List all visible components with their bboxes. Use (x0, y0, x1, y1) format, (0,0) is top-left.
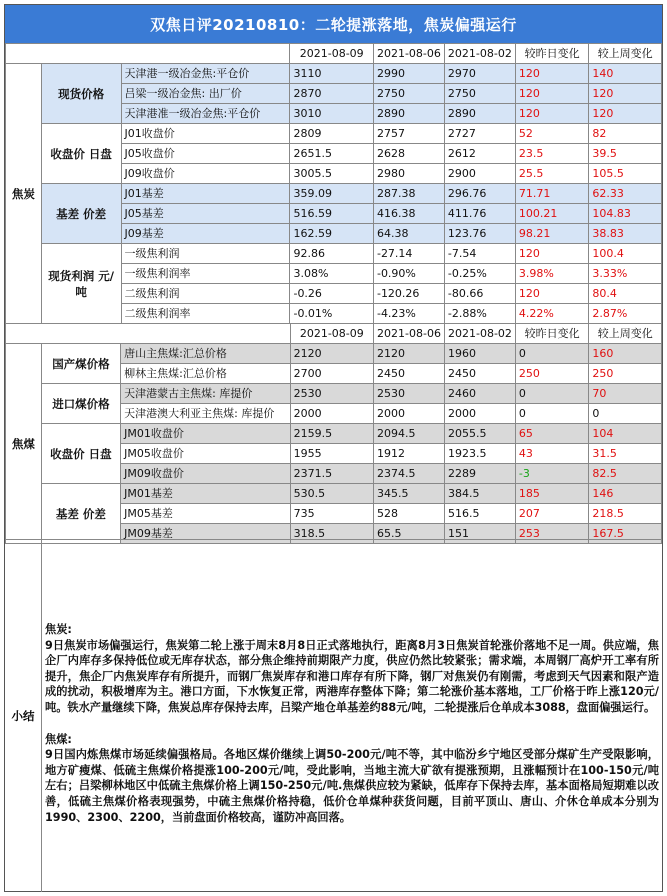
coal-summary-title: 焦煤: (45, 732, 72, 746)
header-change-day: 较昨日变化 (515, 324, 589, 344)
header-date-2: 2021-08-06 (374, 324, 445, 344)
coke-item-name: 一级焦利润率 (121, 264, 290, 284)
header-change-day: 较昨日变化 (515, 44, 589, 64)
coke-value-date-2: 2980 (373, 164, 444, 184)
coal-value-date-3: 2000 (444, 404, 515, 424)
coke-value-date-3: 2890 (444, 104, 515, 124)
coke-value-date-3: -80.66 (444, 284, 515, 304)
coke-change-day: 120 (515, 64, 589, 84)
coke-change-day: 3.98% (515, 264, 589, 284)
coke-value-date-1: 162.59 (290, 224, 374, 244)
coke-change-day: 4.22% (515, 304, 589, 324)
coal-group-label: 收盘价 日盘 (41, 424, 120, 484)
coal-group-label: 国产煤价格 (41, 344, 120, 384)
coal-value-date-1: 2700 (290, 364, 373, 384)
coke-change-week: 38.83 (589, 224, 662, 244)
coke-value-date-1: 3.08% (290, 264, 374, 284)
coal-value-date-3: 516.5 (444, 504, 515, 524)
coke-change-day: 52 (515, 124, 589, 144)
coal-value-date-3: 2055.5 (444, 424, 515, 444)
coke-value-date-2: 287.38 (373, 184, 444, 204)
coal-value-date-1: 2000 (290, 404, 373, 424)
coal-change-week: 250 (589, 364, 662, 384)
coke-change-day: 120 (515, 244, 589, 264)
coal-group-label: 基差 价差 (41, 484, 120, 544)
coal-value-date-2: 2374.5 (374, 464, 445, 484)
coal-value-date-1: 2120 (290, 344, 373, 364)
coal-change-day: 0 (515, 404, 589, 424)
coke-item-name: J05基差 (121, 204, 290, 224)
coke-value-date-1: 92.86 (290, 244, 374, 264)
coal-summary-text: 9日国内炼焦煤市场延续偏强格局。各地区煤价继续上调50-200元/吨不等，其中临汾乡宁地区受部分煤矿生产受限影响，地方矿瘦煤、低硫主焦煤价格提涨100-200元/吨，受此影响，当地主流大矿欲有提涨预期，且涨幅预计在100-150元/吨左右；吕梁柳林地区中低硫主焦煤价格上调150-250元/吨.焦煤供应较为紧缺，低库存下保持去库，基本面格局短期难以改善，低硫主焦煤价格表现强势，中硫主焦煤价格持稳，低价仓单煤种获货问题，目前平顶山、唐山、介休仓单成本分别为1990、2300、2200，当前盘面价格较高，谨防冲高回落。 (45, 748, 659, 824)
coal-change-week: 218.5 (589, 504, 662, 524)
coke-change-day: 25.5 (515, 164, 589, 184)
coal-change-day: 65 (515, 424, 589, 444)
coke-change-week: 62.33 (589, 184, 662, 204)
coke-change-week: 100.4 (589, 244, 662, 264)
coal-value-date-2: 2120 (374, 344, 445, 364)
coke-change-week: 3.33% (589, 264, 662, 284)
coke-value-date-3: 2970 (444, 64, 515, 84)
coke-value-date-2: -120.26 (373, 284, 444, 304)
coke-group-label: 现货价格 (41, 64, 121, 124)
summary-gap (45, 716, 659, 732)
coke-value-date-3: -2.88% (444, 304, 515, 324)
coke-item-name: J09收盘价 (121, 164, 290, 184)
coal-item-name: JM01收盘价 (121, 424, 290, 444)
coke-change-week: 140 (589, 64, 662, 84)
summary-section (5, 539, 662, 892)
coke-item-name: 天津港一级冶金焦:平仓价 (121, 64, 290, 84)
coke-group-label: 收盘价 日盘 (41, 124, 121, 184)
coke-data-row (6, 184, 662, 204)
coal-change-week: 82.5 (589, 464, 662, 484)
coke-data-row (6, 244, 662, 264)
coal-change-week: 104 (589, 424, 662, 444)
coke-change-day: 120 (515, 84, 589, 104)
coal-value-date-1: 530.5 (290, 484, 373, 504)
coal-change-day: 250 (515, 364, 589, 384)
coke-group-label: 基差 价差 (41, 184, 121, 244)
coal-change-day: -3 (515, 464, 589, 484)
coal-item-name: 唐山主焦煤:汇总价格 (121, 344, 290, 364)
summary-body (45, 622, 659, 825)
coal-change-week: 31.5 (589, 444, 662, 464)
report-title: 双焦日评20210810：二轮提涨落地，焦炭偏强运行 (5, 5, 662, 43)
coal-value-date-3: 1923.5 (444, 444, 515, 464)
coal-value-date-2: 345.5 (374, 484, 445, 504)
coke-value-date-3: 411.76 (444, 204, 515, 224)
coke-data-row (6, 124, 662, 144)
coal-value-date-2: 528 (374, 504, 445, 524)
coke-value-date-1: 359.09 (290, 184, 374, 204)
coal-change-week: 0 (589, 404, 662, 424)
coke-value-date-3: 296.76 (444, 184, 515, 204)
coal-item-name: 天津港蒙古主焦煤: 库提价 (121, 384, 290, 404)
coal-value-date-3: 384.5 (444, 484, 515, 504)
coal-item-name: JM05收盘价 (121, 444, 290, 464)
coal-value-date-3: 2450 (444, 364, 515, 384)
header-change-week: 较上周变化 (589, 324, 662, 344)
report-sheet (4, 4, 663, 892)
coke-value-date-2: 2750 (373, 84, 444, 104)
header-date-1: 2021-08-09 (290, 44, 374, 64)
coal-value-date-2: 1912 (374, 444, 445, 464)
coke-value-date-2: 2757 (373, 124, 444, 144)
coal-change-day: 207 (515, 504, 589, 524)
coal-change-day: 185 (515, 484, 589, 504)
coal-table (5, 323, 662, 544)
coal-value-date-1: 735 (290, 504, 373, 524)
coke-value-date-1: -0.01% (290, 304, 374, 324)
coal-value-date-2: 2000 (374, 404, 445, 424)
coal-change-day: 253 (515, 524, 589, 544)
coal-change-week: 146 (589, 484, 662, 504)
header-blank (6, 44, 290, 64)
coal-data-row (6, 424, 662, 444)
coke-value-date-2: 2990 (373, 64, 444, 84)
coke-change-week: 105.5 (589, 164, 662, 184)
coke-item-name: 二级焦利润 (121, 284, 290, 304)
coke-group-label: 现货利润 元/吨 (41, 244, 121, 324)
coal-category-label: 焦煤 (6, 344, 42, 544)
coke-change-day: 71.71 (515, 184, 589, 204)
coal-item-name: JM01基差 (121, 484, 290, 504)
coke-data-row (6, 64, 662, 84)
coke-value-date-2: 64.38 (373, 224, 444, 244)
coke-value-date-1: 516.59 (290, 204, 374, 224)
header-date-2: 2021-08-06 (373, 44, 444, 64)
coal-value-date-3: 2460 (444, 384, 515, 404)
coal-value-date-2: 2530 (374, 384, 445, 404)
coke-category-label: 焦炭 (6, 64, 42, 324)
coal-data-row (6, 384, 662, 404)
header-date-1: 2021-08-09 (290, 324, 373, 344)
coal-value-date-1: 1955 (290, 444, 373, 464)
coal-value-date-3: 2289 (444, 464, 515, 484)
coal-item-name: 柳林主焦煤:汇总价格 (121, 364, 290, 384)
coke-change-week: 39.5 (589, 144, 662, 164)
coke-change-week: 2.87% (589, 304, 662, 324)
coal-value-date-2: 2094.5 (374, 424, 445, 444)
coal-value-date-1: 2371.5 (290, 464, 373, 484)
coke-value-date-2: -4.23% (373, 304, 444, 324)
coke-item-name: J05收盘价 (121, 144, 290, 164)
coke-change-week: 82 (589, 124, 662, 144)
coke-change-day: 120 (515, 284, 589, 304)
coke-value-date-3: -0.25% (444, 264, 515, 284)
coke-value-date-2: 2890 (373, 104, 444, 124)
coke-value-date-1: 2809 (290, 124, 374, 144)
coke-header-row (6, 44, 662, 64)
coke-summary-title: 焦炭: (45, 623, 72, 636)
coal-value-date-3: 151 (444, 524, 515, 544)
coke-value-date-1: 2651.5 (290, 144, 374, 164)
coke-item-name: 吕梁一级冶金焦: 出厂价 (121, 84, 290, 104)
coke-item-name: J01收盘价 (121, 124, 290, 144)
coke-change-week: 104.83 (589, 204, 662, 224)
coke-value-date-2: 2628 (373, 144, 444, 164)
header-change-week: 较上周变化 (589, 44, 662, 64)
coke-value-date-1: 3110 (290, 64, 374, 84)
coal-change-day: 0 (515, 344, 589, 364)
coal-item-name: JM09收盘价 (121, 464, 290, 484)
coal-value-date-2: 65.5 (374, 524, 445, 544)
coke-item-name: 一级焦利润 (121, 244, 290, 264)
coke-value-date-3: 2750 (444, 84, 515, 104)
coke-change-day: 120 (515, 104, 589, 124)
coal-data-row (6, 484, 662, 504)
coke-item-name: J01基差 (121, 184, 290, 204)
coal-value-date-3: 1960 (444, 344, 515, 364)
coal-change-day: 0 (515, 384, 589, 404)
coal-value-date-1: 318.5 (290, 524, 373, 544)
coal-change-day: 43 (515, 444, 589, 464)
coke-value-date-2: 416.38 (373, 204, 444, 224)
summary-label: 小结 (5, 540, 42, 892)
coke-value-date-2: -27.14 (373, 244, 444, 264)
coal-header-row (6, 324, 662, 344)
coal-change-week: 160 (589, 344, 662, 364)
coke-value-date-3: 123.76 (444, 224, 515, 244)
coal-item-name: JM05基差 (121, 504, 290, 524)
coal-value-date-1: 2159.5 (290, 424, 373, 444)
coke-change-day: 100.21 (515, 204, 589, 224)
coke-value-date-1: 3005.5 (290, 164, 374, 184)
coke-change-week: 120 (589, 104, 662, 124)
coke-value-date-3: 2612 (444, 144, 515, 164)
coke-value-date-3: 2900 (444, 164, 515, 184)
coal-value-date-2: 2450 (374, 364, 445, 384)
coal-change-week: 70 (589, 384, 662, 404)
coke-change-day: 23.5 (515, 144, 589, 164)
header-blank (6, 324, 291, 344)
coke-value-date-3: 2727 (444, 124, 515, 144)
coal-item-name: 天津港澳大利亚主焦煤: 库提价 (121, 404, 290, 424)
coke-change-day: 98.21 (515, 224, 589, 244)
coke-item-name: 天津港准一级冶金焦:平仓价 (121, 104, 290, 124)
coke-table (5, 43, 662, 324)
coke-change-week: 80.4 (589, 284, 662, 304)
coke-summary-text: 9日焦炭市场偏强运行，焦炭第二轮上涨于周末8月8日正式落地执行，距离8月3日焦炭首轮涨价落地不足一周。供应端，焦企厂内库存多保持低位或无库存状态，部分焦企维持前期限产力度，供应仍然比较紧张；需求端，本周钢厂高炉开工率有所提升，焦企厂内焦炭库存有所提升，而钢厂焦炭库存和港口库存有所下降，钢厂对焦炭仍有刚需，考虑到天气因素和限产造成的扰动，积极增库为主。港口方面，下水恢复正常，两港库存整体下降；第二轮涨价基本落地，工厂价格于昨上涨120元/吨。铁水产量继续下降，焦炭总库存保持去库，吕梁产地仓单基差约88元/吨，二轮提涨后仓单成本3088，盘面偏强运行。 (45, 638, 659, 714)
coke-value-date-1: -0.26 (290, 284, 374, 304)
coke-change-week: 120 (589, 84, 662, 104)
coal-data-row (6, 344, 662, 364)
coke-item-name: J09基差 (121, 224, 290, 244)
coke-item-name: 二级焦利润率 (121, 304, 290, 324)
coal-item-name: JM09基差 (121, 524, 290, 544)
coal-group-label: 进口煤价格 (41, 384, 120, 424)
header-date-3: 2021-08-02 (444, 44, 515, 64)
coke-value-date-1: 3010 (290, 104, 374, 124)
coal-change-week: 167.5 (589, 524, 662, 544)
coke-value-date-3: -7.54 (444, 244, 515, 264)
coal-value-date-1: 2530 (290, 384, 373, 404)
coke-value-date-2: -0.90% (373, 264, 444, 284)
header-date-3: 2021-08-02 (444, 324, 515, 344)
coke-value-date-1: 2870 (290, 84, 374, 104)
